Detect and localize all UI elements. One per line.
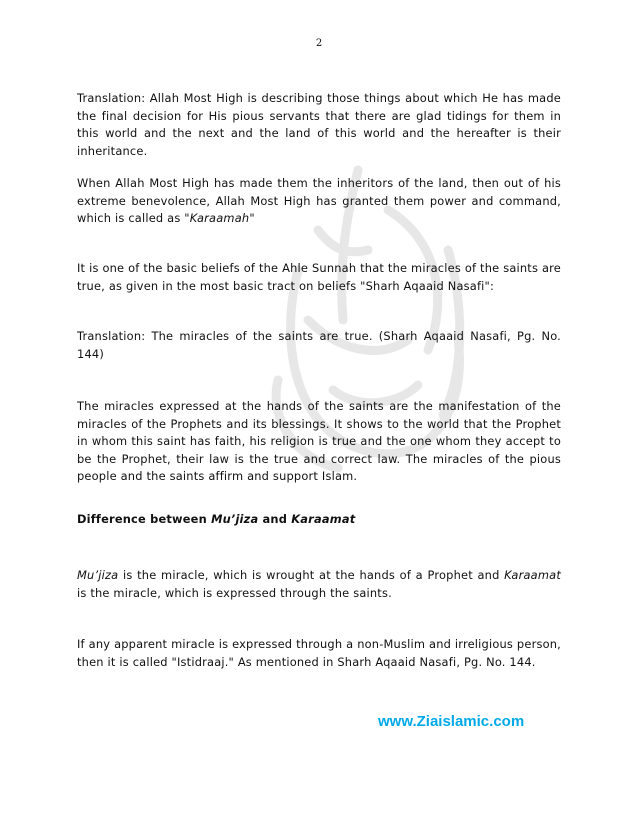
paragraph-inheritors [77,175,561,228]
paragraph-basic-beliefs: It is one of the basic beliefs of the Ahle Sunnah that the miracles of the saints are true, as given in the most basic tract on beliefs "Sharh Aqaaid Nasafi": [77,261,561,293]
definition-text-2: is the miracle, which is expressed through the saints. [77,585,392,600]
closing-quote: " [249,211,255,226]
paragraph-definitions [77,567,561,602]
definition-text-1: is the miracle, which is wrought at the hands of a Prophet and [118,568,505,582]
heading-and: and [258,512,292,526]
term-karaamah: Karaamah [189,211,250,226]
section-heading [77,511,561,529]
paragraph-translation-1: Translation: Allah Most High is describing those things about which He has made the final decision for His pious servants that there are glad tidings for them in this world and the next and the land of this world and the hereafter is their inheritance. [77,91,561,158]
term-mujiza: Mu’jiza [77,568,119,582]
paragraph-translation-2: Translation: The miracles of the saints are true. (Sharh Aqaaid Nasafi, Pg. No. 144) [77,329,561,361]
heading-text: Difference between [77,512,212,526]
paragraph-istidraaj: If any apparent miracle is expressed through a non-Muslim and irreligious person, then it is called "Istidraaj." As mentioned in Sharh Aqaaid Nasafi, Pg. No. 144. [77,637,561,669]
term-karaamat: Karaamat [504,568,561,582]
heading-term-mujiza: Mu’jiza [211,512,259,526]
heading-term-karaamat: Karaamat [291,512,356,526]
website-link[interactable]: www.Ziaislamic.com [378,713,525,730]
paragraph-manifestation: The miracles expressed at the hands of the saints are the manifestation of the miracles of the Prophets and its blessings. It shows to the world that the Prophet in whom this saint has faith, his religion is true and the one whom they accept to be the Prophet, their law is the true and correct law. The miracles of the pious people and the saints affirm and support Islam. [77,399,561,484]
page-number: 2 [315,38,323,49]
paragraph-inheritors-text: When Allah Most High has made them the inheritors of the land, then out of his extreme benevolence, Allah Most High has granted them power and command, which is called as " [77,176,561,226]
